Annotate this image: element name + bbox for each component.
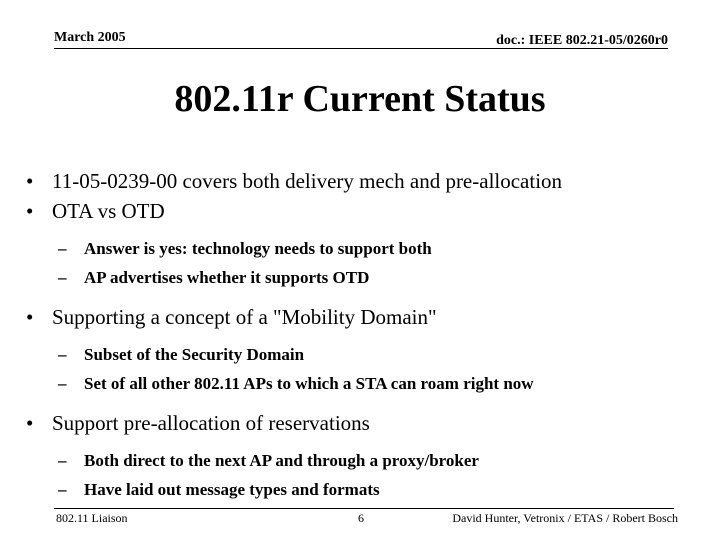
body-list — [26, 166, 706, 504]
bullet-mark: • — [26, 199, 34, 223]
sub-bullet-item — [26, 475, 706, 504]
sub-bullet-text: Set of all other 802.11 APs to which a STA can roam right now — [84, 374, 534, 393]
bullet-mark: • — [26, 411, 34, 435]
sub-bullet-item — [26, 263, 706, 292]
bullet-item — [26, 408, 706, 438]
sub-bullet-mark: – — [58, 345, 67, 364]
bullet-item — [26, 166, 706, 196]
sub-bullet-item — [26, 234, 706, 263]
slide-title: 802.11r Current Status — [174, 78, 546, 120]
sub-bullet-mark: – — [58, 480, 67, 499]
header-doc-id: doc.: IEEE 802.21-05/0260r0 — [496, 33, 668, 48]
sub-bullet-item — [26, 446, 706, 475]
header-rule — [54, 48, 668, 49]
sub-bullet-mark: – — [58, 374, 67, 393]
footer-page-number: 6 — [358, 511, 364, 525]
bullet-item — [26, 196, 706, 226]
sub-bullet-mark: – — [58, 268, 67, 287]
bullet-text: Supporting a concept of a "Mobility Domain" — [52, 305, 437, 329]
footer-left: 802.11 Liaison — [56, 511, 128, 525]
footer-right: David Hunter, Vetronix / ETAS / Robert Bosch — [452, 511, 678, 525]
sub-bullet-item — [26, 369, 706, 398]
header-date: March 2005 — [54, 30, 126, 45]
bullet-mark: • — [26, 169, 34, 193]
bullet-text: OTA vs OTD — [52, 199, 165, 223]
sub-bullet-text: Answer is yes: technology needs to support both — [84, 239, 432, 258]
bullet-text: 11-05-0239-00 covers both delivery mech and pre-allocation — [52, 169, 563, 193]
footer-rule — [54, 508, 674, 509]
sub-bullet-text: Have laid out message types and formats — [84, 480, 380, 499]
sub-bullet-text: Subset of the Security Domain — [84, 345, 305, 364]
sub-bullet-text: AP advertises whether it supports OTD — [84, 268, 370, 287]
sub-bullet-mark: – — [58, 451, 67, 470]
sub-bullet-text: Both direct to the next AP and through a proxy/broker — [84, 451, 479, 470]
bullet-mark: • — [26, 305, 34, 329]
sub-bullet-mark: – — [58, 239, 67, 258]
bullet-item — [26, 302, 706, 332]
bullet-text: Support pre-allocation of reservations — [52, 411, 370, 435]
sub-bullet-item — [26, 340, 706, 369]
